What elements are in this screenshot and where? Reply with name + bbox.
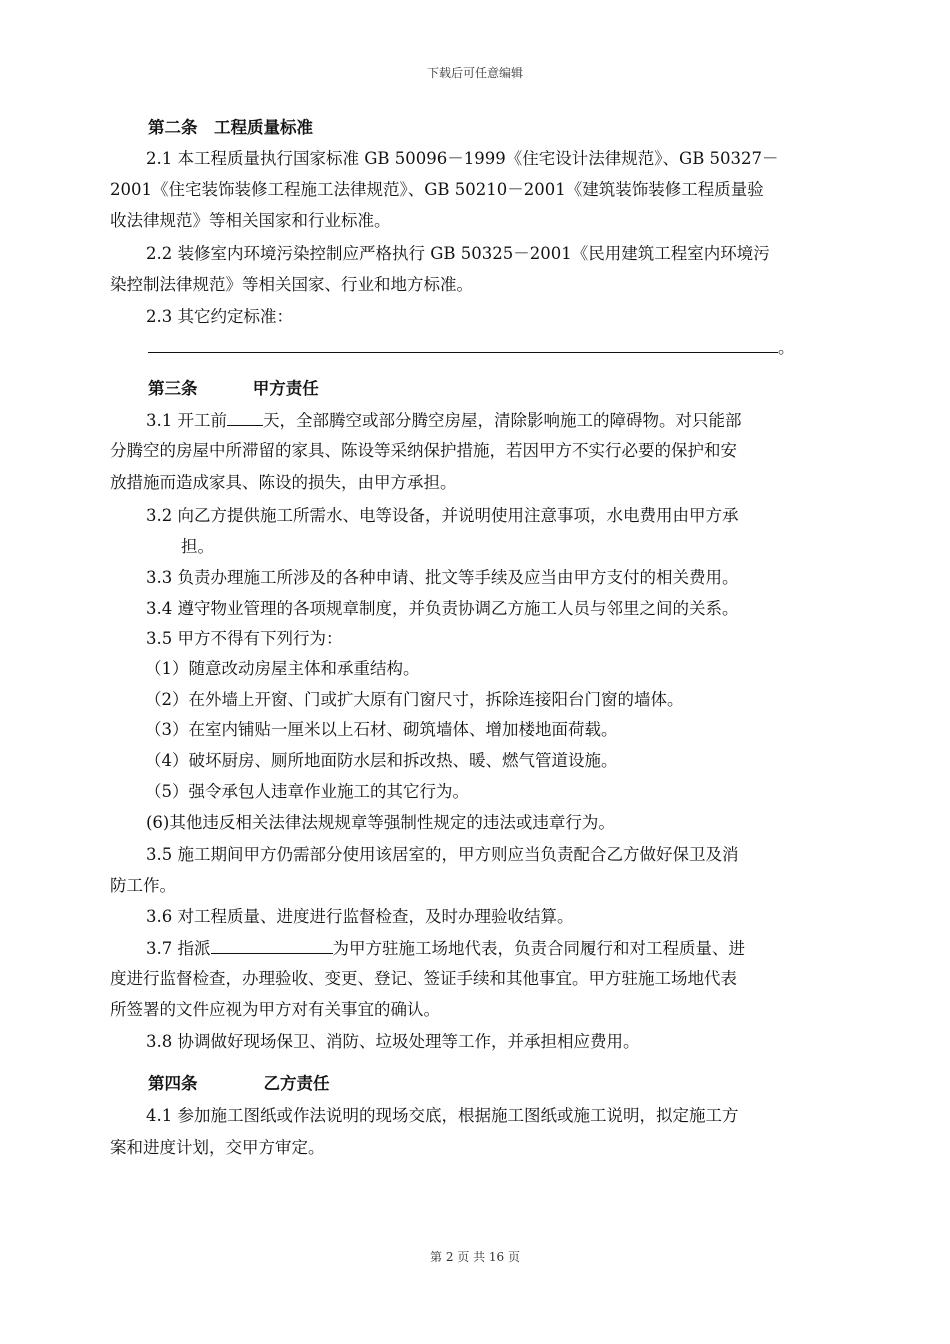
article-2-title: 第二条 工程质量标准 — [148, 118, 313, 137]
clause-3-7-line-2: 度进行监督检查，办理验收、变更、登记、签证手续和其他事宜。甲方驻施工场地代表 — [110, 969, 737, 988]
article-4-title: 第四条 乙方责任 — [148, 1074, 330, 1093]
article-3-title: 第三条 甲方责任 — [148, 379, 319, 398]
clause-2-1-line-1: 2.1 本工程质量执行国家标准 GB 50096－1999《住宅设计法律规范》、GB 50327－ — [146, 149, 779, 168]
page-footer: 第 2 页 共 16 页 — [430, 1250, 520, 1264]
other-standards-blank[interactable] — [148, 336, 778, 353]
clause-2-1-line-2: 2001《住宅装饰装修工程施工法律规范》、GB 50210－2001《建筑装饰装修工程质量验 — [110, 180, 764, 199]
prohibited-item-1: （1）随意改动房屋主体和承重结构。 — [145, 659, 420, 678]
clause-2-2-line-2: 染控制法律规范》等相关国家、行业和地方标准。 — [110, 275, 473, 294]
clause-4-1-line-1: 4.1 参加施工图纸或作法说明的现场交底，根据施工图纸或施工说明，拟定施工方 — [146, 1106, 739, 1125]
clause-2-3: 2.3 其它约定标准： — [146, 307, 293, 326]
clause-2-2-line-1: 2.2 装修室内环境污染控制应严格执行 GB 50325－2001《民用建筑工程室内环境污 — [146, 244, 770, 263]
clause-3-3: 3.3 负责办理施工所涉及的各种申请、批文等手续及应当由甲方支付的相关费用。 — [146, 568, 739, 587]
clause-3-7-post: 为甲方驻施工场地代表，负责合同履行和对工程质量、进 — [332, 939, 745, 958]
page-header: 下载后可任意编辑 — [426, 66, 523, 80]
clause-3-1-line-1 — [146, 409, 742, 432]
clause-3-2-line-2: 担。 — [181, 537, 214, 556]
prohibited-item-5: （5）强令承包人违章作业施工的其它行为。 — [145, 782, 469, 801]
prohibited-item-3: （3）在室内铺贴一厘米以上石材、砌筑墙体、增加楼地面荷载。 — [145, 720, 618, 739]
clause-3-7-line-1 — [146, 937, 745, 960]
clause-3-4: 3.4 遵守物业管理的各项规章制度，并负责协调乙方施工人员与邻里之间的关系。 — [146, 599, 739, 618]
prohibited-item-4: （4）破坏厨房、厕所地面防水层和拆改热、暖、燃气管道设施。 — [145, 751, 618, 770]
representative-blank[interactable] — [211, 937, 333, 954]
clause-3-2-line-1: 3.2 向乙方提供施工所需水、电等设备，并说明使用注意事项，水电费用由甲方承 — [146, 506, 739, 525]
clause-3-5: 3.5 甲方不得有下列行为： — [146, 629, 343, 648]
clause-3-6: 3.6 对工程质量、进度进行监督检查，及时办理验收结算。 — [146, 907, 574, 926]
clause-3-1-post: 天，全部腾空或部分腾空房屋，清除影响施工的障碍物。对只能部 — [263, 411, 742, 430]
clause-3-5b-line-2: 防工作。 — [110, 876, 176, 895]
clause-2-3-fill-line[interactable] — [148, 336, 795, 359]
prohibited-item-2: （2）在外墙上开窗、门或扩大原有门窗尺寸，拆除连接阳台门窗的墙体。 — [145, 690, 684, 709]
clause-2-3-end: 。 — [778, 338, 795, 357]
prohibited-item-6: (6)其他违反相关法律法规规章等强制性规定的违法或违章行为。 — [146, 813, 615, 832]
clause-3-5b-line-1: 3.5 施工期间甲方仍需部分使用该居室的，甲方则应当负责配合乙方做好保卫及消 — [146, 845, 739, 864]
days-blank[interactable] — [227, 409, 263, 426]
clause-3-7-line-3: 所签署的文件应视为甲方对有关事宜的确认。 — [110, 1000, 440, 1019]
clause-3-8: 3.8 协调做好现场保卫、消防、垃圾处理等工作，并承担相应费用。 — [146, 1032, 640, 1051]
clause-4-1-line-2: 案和进度计划，交甲方审定。 — [110, 1138, 325, 1157]
clause-3-1-line-3: 放措施而造成家具、陈设的损失，由甲方承担。 — [110, 473, 457, 492]
clause-3-1-line-2: 分腾空的房屋中所滞留的家具、陈设等采纳保护措施，若因甲方不实行必要的保护和安 — [110, 441, 737, 460]
clause-3-7-pre: 3.7 指派 — [146, 939, 211, 958]
clause-2-1-line-3: 收法律规范》等相关国家和行业标准。 — [110, 211, 391, 230]
clause-3-1-pre: 3.1 开工前 — [146, 411, 227, 430]
